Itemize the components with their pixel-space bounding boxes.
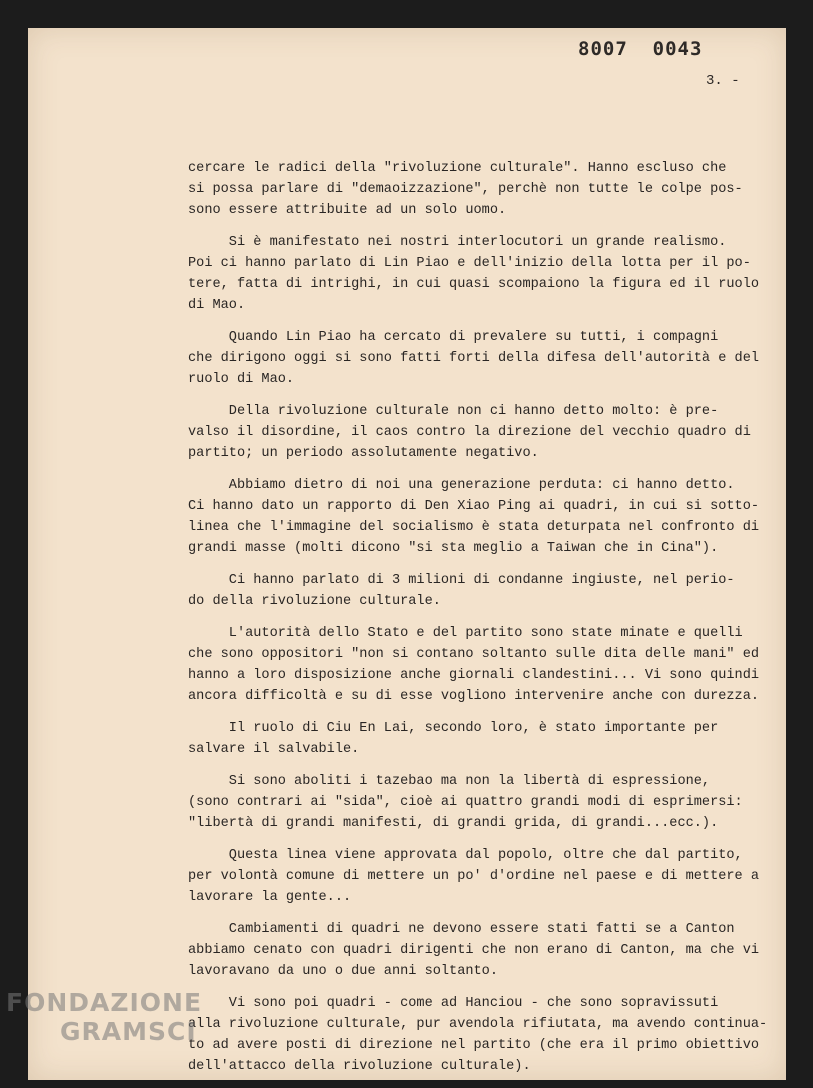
text-line: salvare il salvabile. [188,742,360,757]
watermark-line-1: FONDAZIONE [6,988,203,1017]
paragraph [188,919,758,982]
text-line: to ad avere posti di direzione nel partito (che era il primo obiettivo [188,1038,760,1053]
watermark-line-2: GRAMSCI [60,1017,197,1046]
text-line: sono essere attribuite ad un solo uomo. [188,203,507,218]
text-line: Abbiamo dietro di noi una generazione perduta: ci hanno detto. [188,478,735,493]
text-line: do della rivoluzione culturale. [188,594,441,609]
paragraph [188,401,758,464]
text-line: di Mao. [188,298,246,313]
text-line: valso il disordine, il caos contro la direzione del vecchio quadro di [188,425,751,440]
text-line: lavorare la gente... [188,890,352,905]
text-line: tere, fatta di intrighi, in cui quasi scompaiono la figura ed il ruolo [188,277,760,292]
text-line: cercare le radici della "rivoluzione culturale". Hanno escluso che [188,161,727,176]
text-line: (sono contrari ai "sida", cioè ai quattro grandi modi di esprimersi: [188,795,743,810]
text-line: linea che l'immagine del socialismo è stata deturpata nel confronto di [188,520,760,535]
text-line: lavoravano da uno o due anni soltanto. [188,964,498,979]
text-line: ancora difficoltà e su di esse vogliono intervenire anche con durezza. [188,689,760,704]
text-line: abbiamo cenato con quadri dirigenti che non erano di Canton, ma che vi [188,943,760,958]
paragraph [188,327,758,390]
paragraph [188,232,758,316]
text-line: che dirigono oggi si sono fatti forti della difesa dell'autorità e del [188,351,760,366]
text-line: Questa linea viene approvata dal popolo, oltre che dal partito, [188,848,743,863]
document-number: 8007 0043 [578,38,703,60]
text-line: Cambiamenti di quadri ne devono essere stati fatti se a Canton [188,922,735,937]
paragraph [188,570,758,612]
text-line: Ci hanno dato un rapporto di Den Xiao Ping ai quadri, in cui si sotto- [188,499,760,514]
text-line: che sono oppositori "non si contano soltanto sulle dita delle mani" ed [188,647,760,662]
text-line: Della rivoluzione culturale non ci hanno detto molto: è pre- [188,404,719,419]
paragraph [188,771,758,834]
text-line: grandi masse (molti dicono "si sta meglio a Taiwan che in Cina"). [188,541,719,556]
text-line: Il ruolo di Ciu En Lai, secondo loro, è stato importante per [188,721,719,736]
text-line: Vi sono poi quadri - come ad Hanciou - che sono sopravissuti [188,996,719,1011]
text-line: Quando Lin Piao ha cercato di prevalere su tutti, i compagni [188,330,719,345]
text-line: si possa parlare di "demaoizzazione", perchè non tutte le colpe pos- [188,182,743,197]
text-line: ruolo di Mao. [188,372,295,387]
paragraph [188,158,758,221]
paragraph [188,845,758,908]
text-line: per volontà comune di mettere un po' d'ordine nel paese e di mettere a [188,869,760,884]
text-line: Si è manifestato nei nostri interlocutori un grande realismo. [188,235,727,250]
text-line: "libertà di grandi manifesti, di grandi grida, di grandi...ecc.). [188,816,719,831]
text-line: dell'attacco della rivoluzione culturale). [188,1059,531,1074]
paragraph [188,475,758,559]
text-line: Si sono aboliti i tazebao ma non la libertà di espressione, [188,774,711,789]
document-body [188,158,768,1088]
text-line: hanno a loro disposizione anche giornali clandestini... Vi sono quindi [188,668,760,683]
text-line: partito; un periodo assolutamente negativo. [188,446,539,461]
paragraph [188,993,768,1077]
watermark-logo [6,990,202,1044]
paragraph [188,623,758,707]
text-line: Ci hanno parlato di 3 milioni di condanne ingiuste, nel perio- [188,573,735,588]
text-line: Poi ci hanno parlato di Lin Piao e dell'inizio della lotta per il po- [188,256,751,271]
text-line: L'autorità dello Stato e del partito sono state minate e quelli [188,626,743,641]
text-line: alla rivoluzione culturale, pur avendola rifiutata, ma avendo continua- [188,1017,768,1032]
paragraph [188,718,758,760]
page-number: 3. - [706,73,740,89]
